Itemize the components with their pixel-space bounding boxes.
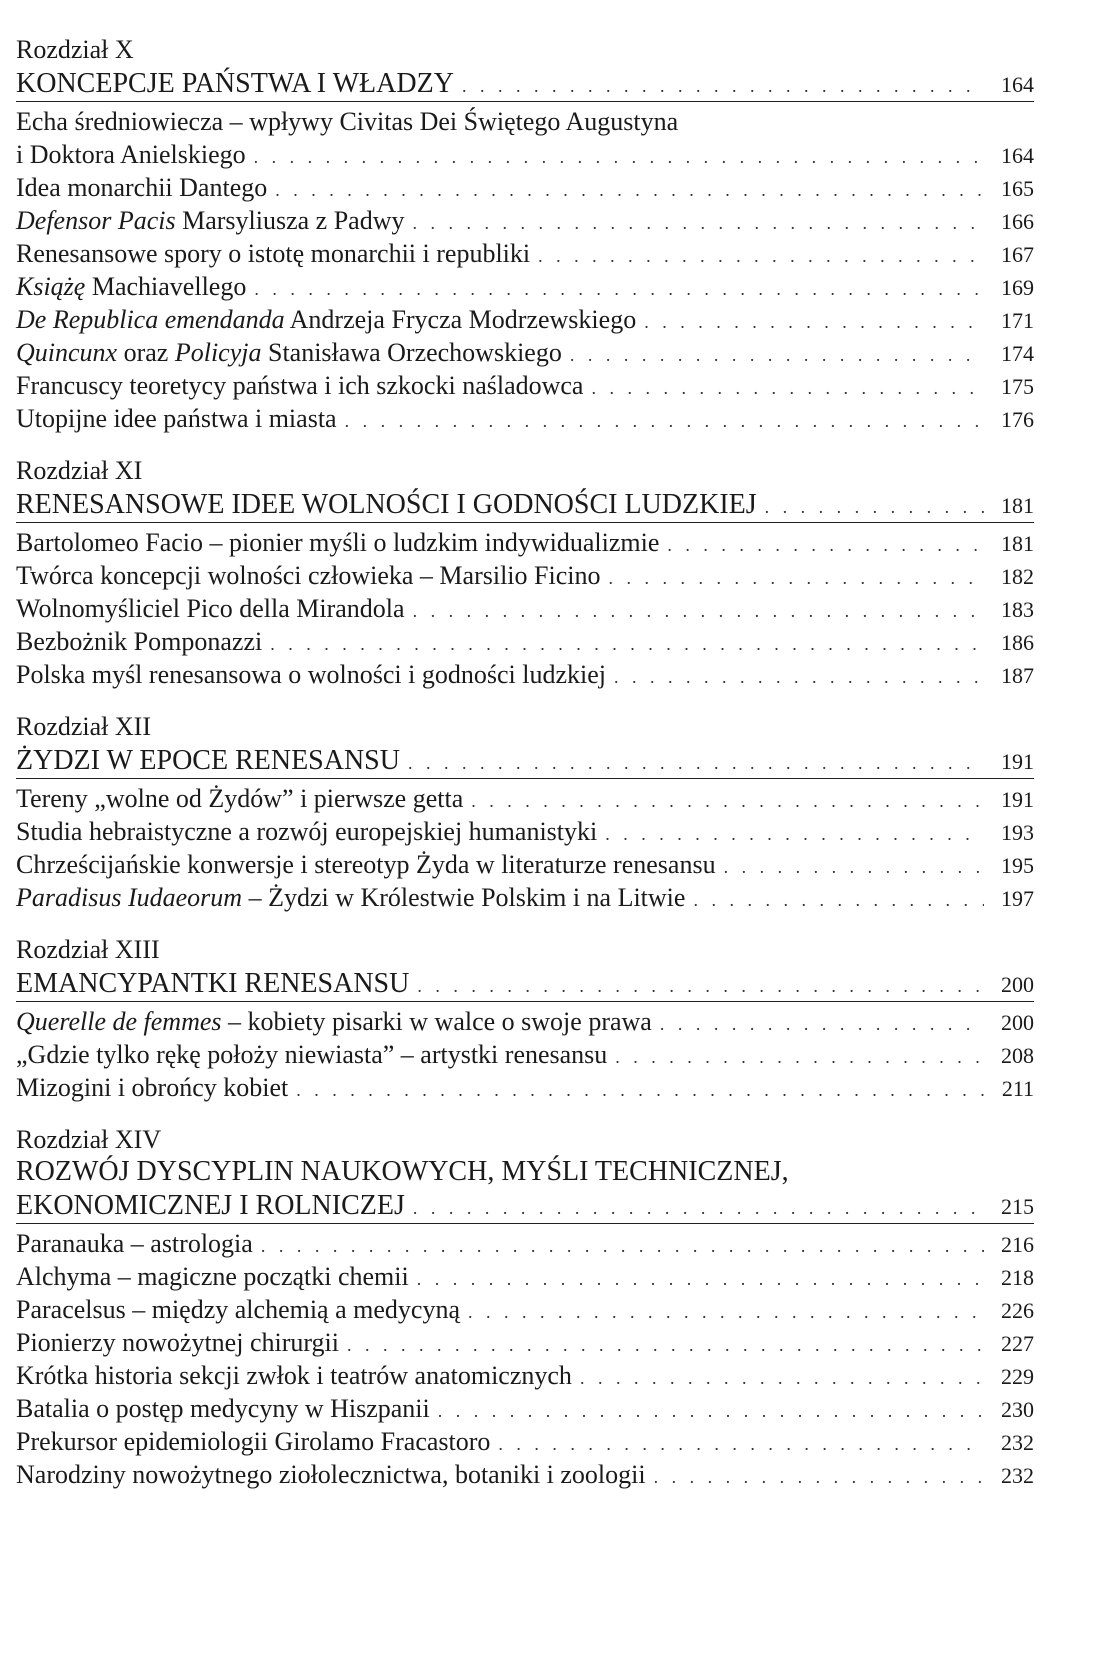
entry-page-number: 175 bbox=[1001, 374, 1034, 399]
toc-entry bbox=[16, 270, 1034, 303]
entry-title bbox=[16, 1458, 646, 1491]
toc-entry bbox=[16, 336, 1034, 369]
entry-title bbox=[16, 204, 405, 237]
leader-dots bbox=[615, 1041, 984, 1074]
entry-page-number: 164 bbox=[1001, 143, 1034, 168]
entry-title bbox=[16, 1071, 288, 1104]
entry-title-text: Prekursor epidemiologii Girolamo Fracastoro bbox=[16, 1427, 491, 1456]
entry-title bbox=[16, 138, 246, 171]
entry-title-italic: Książę bbox=[16, 272, 86, 301]
leader-dots bbox=[614, 661, 984, 694]
chapter-title-text: RENESANSOWE IDEE WOLNOŚCI I GODNOŚCI LUDZKIEJ bbox=[16, 489, 757, 520]
entry-title-text: Bartolomeo Facio – pionier myśli o ludzkim indywidualizmie bbox=[16, 528, 660, 557]
entry-title-italic: De Republica emendanda bbox=[16, 305, 285, 334]
toc-entry bbox=[16, 171, 1034, 204]
entry-title-text: Polska myśl renesansowa o wolności i godności ludzkiej bbox=[16, 660, 606, 689]
entry-title bbox=[16, 1260, 409, 1293]
chapter-label: Rozdział XIII bbox=[16, 935, 160, 964]
leader-dots bbox=[605, 818, 984, 851]
chapter-title-line: ROZWÓJ DYSCYPLIN NAUKOWYCH, MYŚLI TECHNICZNEJ, bbox=[16, 1156, 789, 1187]
entry-title bbox=[16, 369, 583, 402]
entry-title-text: „Gdzie tylko rękę położy niewiasta” – artystki renesansu bbox=[16, 1040, 608, 1069]
chapter-section bbox=[16, 934, 1034, 1104]
toc-entry bbox=[16, 1293, 1034, 1326]
toc-entry bbox=[16, 1071, 1034, 1104]
entry-title bbox=[16, 625, 262, 658]
leader-dots bbox=[608, 562, 984, 595]
chapter-page-number: 164 bbox=[1001, 72, 1034, 97]
toc-entry bbox=[16, 1458, 1034, 1491]
leader-dots bbox=[580, 1362, 984, 1395]
entry-title-text: Krótka historia sekcji zwłok i teatrów anatomicznych bbox=[16, 1361, 572, 1390]
entry-title bbox=[16, 592, 405, 625]
entry-page-number: 167 bbox=[1001, 242, 1034, 267]
entry-title bbox=[16, 1359, 572, 1392]
entry-page-number: 181 bbox=[1001, 531, 1034, 556]
leader-dots bbox=[438, 1395, 984, 1428]
toc-entry bbox=[16, 559, 1034, 592]
leader-dots bbox=[462, 69, 984, 104]
entry-page-number: 166 bbox=[1001, 209, 1034, 234]
toc-entry bbox=[16, 138, 1034, 171]
entry-page-number: 232 bbox=[1001, 1463, 1034, 1488]
entry-page-number: 176 bbox=[1001, 407, 1034, 432]
chapter-section bbox=[16, 1124, 1034, 1491]
chapter-label: Rozdział XII bbox=[16, 712, 152, 741]
entry-title bbox=[16, 848, 716, 881]
table-of-contents bbox=[16, 34, 1034, 1511]
entry-title-text: Francuscy teoretycy państwa i ich szkocki naśladowca bbox=[16, 371, 584, 400]
entry-page-number: 171 bbox=[1001, 308, 1034, 333]
entry-title bbox=[16, 1392, 430, 1425]
entry-page-number: 195 bbox=[1001, 853, 1034, 878]
chapter-title-text: KONCEPCJE PAŃSTWA I WŁADZY bbox=[16, 68, 454, 99]
toc-entry bbox=[16, 204, 1034, 237]
entry-page-number: 211 bbox=[1001, 1076, 1034, 1101]
entry-title-text: Studia hebraistyczne a rozwój europejskiej humanistyki bbox=[16, 817, 598, 846]
chapter-title bbox=[16, 487, 1034, 523]
entry-title-text: Bezbożnik Pomponazzi bbox=[16, 627, 263, 656]
entry-page-number: 169 bbox=[1001, 275, 1034, 300]
entry-title bbox=[16, 782, 463, 815]
leader-dots bbox=[417, 969, 984, 1004]
entry-title bbox=[16, 237, 530, 270]
entry-title-italic: Quincunx bbox=[16, 338, 118, 367]
toc-entry bbox=[16, 1260, 1034, 1293]
toc-entry bbox=[16, 881, 1034, 914]
leader-dots bbox=[270, 628, 984, 661]
entry-title bbox=[16, 815, 597, 848]
entry-title bbox=[16, 303, 636, 336]
entry-title-text: Marsyliusza z Padwy bbox=[175, 206, 405, 235]
entry-page-number: 197 bbox=[1001, 886, 1034, 911]
entry-title-text: Mizogini i obrońcy kobiet bbox=[16, 1073, 289, 1102]
toc-entry bbox=[16, 848, 1034, 881]
leader-dots bbox=[660, 1008, 984, 1041]
chapter-label: Rozdział XIV bbox=[16, 1125, 162, 1154]
entry-page-number: 165 bbox=[1001, 176, 1034, 201]
toc-entry bbox=[16, 815, 1034, 848]
chapter-section bbox=[16, 34, 1034, 435]
toc-entry bbox=[16, 237, 1034, 270]
toc-entry bbox=[16, 526, 1034, 559]
entry-title bbox=[16, 881, 685, 914]
entry-title bbox=[16, 402, 337, 435]
chapter-title bbox=[16, 966, 1034, 1002]
leader-dots bbox=[654, 1461, 984, 1494]
leader-dots bbox=[347, 1329, 984, 1362]
leader-dots bbox=[724, 851, 984, 884]
entry-title-text: Andrzeja Frycza Modrzewskiego bbox=[284, 305, 637, 334]
toc-entry bbox=[16, 592, 1034, 625]
toc-entry bbox=[16, 1326, 1034, 1359]
entry-title-text: Paracelsus – między alchemią a medycyną bbox=[16, 1295, 460, 1324]
entry-page-number: 230 bbox=[1001, 1397, 1034, 1422]
entry-page-number: 182 bbox=[1001, 564, 1034, 589]
entry-title-text: oraz bbox=[117, 338, 175, 367]
chapter-title bbox=[16, 743, 1034, 779]
chapter-page-number: 215 bbox=[1001, 1194, 1034, 1219]
leader-dots bbox=[254, 273, 984, 306]
entry-title-text: Narodziny nowożytnego ziołolecznictwa, botaniki i zoologii bbox=[16, 1460, 646, 1489]
chapter-title-text: EMANCYPANTKI RENESANSU bbox=[16, 968, 410, 999]
chapter-title bbox=[16, 1188, 1034, 1224]
entry-page-number: 226 bbox=[1001, 1298, 1034, 1323]
entry-title bbox=[16, 270, 246, 303]
toc-entry bbox=[16, 1425, 1034, 1458]
toc-entry bbox=[16, 1005, 1034, 1038]
chapter-section bbox=[16, 711, 1034, 914]
leader-dots bbox=[570, 339, 984, 372]
entry-page-number: 216 bbox=[1001, 1232, 1034, 1257]
entry-title-italic: Policyja bbox=[174, 338, 262, 367]
entry-line: Echa średniowiecza – wpływy Civitas Dei Świętego Augustyna bbox=[16, 107, 679, 136]
entry-title-text: Renesansowe spory o istotę monarchii i republiki bbox=[16, 239, 531, 268]
entry-title bbox=[16, 1425, 490, 1458]
leader-dots bbox=[765, 490, 984, 525]
leader-dots bbox=[538, 240, 984, 273]
entry-page-number: 232 bbox=[1001, 1430, 1034, 1455]
entry-page-number: 183 bbox=[1001, 597, 1034, 622]
entry-title bbox=[16, 171, 267, 204]
toc-entry bbox=[16, 1359, 1034, 1392]
leader-dots bbox=[345, 405, 984, 438]
entry-page-number: 186 bbox=[1001, 630, 1034, 655]
entry-title bbox=[16, 1038, 607, 1071]
entry-title-text: Alchyma – magiczne początki chemii bbox=[16, 1262, 409, 1291]
entry-title-text: Twórca koncepcji wolności człowieka – Marsilio Ficino bbox=[16, 561, 601, 590]
entry-title bbox=[16, 1293, 460, 1326]
entry-title bbox=[16, 336, 562, 369]
entry-title-text: – Żydzi w Królestwie Polskim i na Litwie bbox=[242, 883, 686, 912]
entry-title-italic: Querelle de femmes bbox=[16, 1007, 222, 1036]
leader-dots bbox=[667, 529, 984, 562]
chapter-title-text: EKONOMICZNEJ I ROLNICZEJ bbox=[16, 1190, 405, 1221]
entry-title bbox=[16, 559, 600, 592]
entry-title-text: Paranauka – astrologia bbox=[16, 1229, 253, 1258]
leader-dots bbox=[254, 141, 984, 174]
entry-title-text: Wolnomyśliciel Pico della Mirandola bbox=[16, 594, 405, 623]
entry-title-text: Pionierzy nowożytnej chirurgii bbox=[16, 1328, 340, 1357]
chapter-page-number: 200 bbox=[1001, 972, 1034, 997]
entry-title-text: i Doktora Anielskiego bbox=[16, 140, 246, 169]
entry-page-number: 229 bbox=[1001, 1364, 1034, 1389]
chapter-page-number: 191 bbox=[1001, 749, 1034, 774]
entry-title-text: Batalia o postęp medycyny w Hiszpanii bbox=[16, 1394, 430, 1423]
leader-dots bbox=[275, 174, 984, 207]
toc-entry bbox=[16, 782, 1034, 815]
leader-dots bbox=[468, 1296, 984, 1329]
toc-entry bbox=[16, 1392, 1034, 1425]
toc-entry bbox=[16, 1038, 1034, 1071]
leader-dots bbox=[296, 1074, 984, 1107]
chapter-label: Rozdział X bbox=[16, 35, 134, 64]
leader-dots bbox=[644, 306, 984, 339]
entry-title bbox=[16, 1326, 339, 1359]
entry-title-text: Utopijne idee państwa i miasta bbox=[16, 404, 337, 433]
leader-dots bbox=[413, 207, 985, 240]
toc-entry bbox=[16, 369, 1034, 402]
entry-page-number: 227 bbox=[1001, 1331, 1034, 1356]
leader-dots bbox=[413, 1191, 984, 1226]
toc-entry bbox=[16, 303, 1034, 336]
leader-dots bbox=[498, 1428, 984, 1461]
entry-page-number: 174 bbox=[1001, 341, 1034, 366]
entry-title-italic: Defensor Pacis bbox=[16, 206, 176, 235]
entry-page-number: 187 bbox=[1001, 663, 1034, 688]
entry-title-italic: Paradisus Iudaeorum bbox=[16, 883, 243, 912]
entry-title-text: Chrześcijańskie konwersje i stereotyp Żyda w literaturze renesansu bbox=[16, 850, 716, 879]
toc-entry bbox=[16, 402, 1034, 435]
leader-dots bbox=[261, 1230, 984, 1263]
chapter-title bbox=[16, 66, 1034, 102]
entry-page-number: 191 bbox=[1001, 787, 1034, 812]
entry-title-text: Stanisława Orzechowskiego bbox=[261, 338, 562, 367]
entry-title bbox=[16, 1227, 253, 1260]
entry-title bbox=[16, 658, 606, 691]
entry-title-text: – kobiety pisarki w walce o swoje prawa bbox=[221, 1007, 652, 1036]
leader-dots bbox=[471, 785, 984, 818]
chapter-page-number: 181 bbox=[1001, 493, 1034, 518]
entry-title bbox=[16, 1005, 652, 1038]
entry-page-number: 218 bbox=[1001, 1265, 1034, 1290]
toc-entry bbox=[16, 625, 1034, 658]
entry-page-number: 200 bbox=[1001, 1010, 1034, 1035]
entry-title-text: Machiavellego bbox=[85, 272, 247, 301]
entry-page-number: 208 bbox=[1001, 1043, 1034, 1068]
leader-dots bbox=[413, 595, 984, 628]
chapter-title-text: ŻYDZI W EPOCE RENESANSU bbox=[16, 745, 400, 776]
leader-dots bbox=[693, 884, 984, 917]
entry-page-number: 193 bbox=[1001, 820, 1034, 845]
chapter-section bbox=[16, 455, 1034, 691]
entry-title-text: Tereny „wolne od Żydów” i pierwsze getta bbox=[16, 784, 464, 813]
leader-dots bbox=[408, 746, 984, 781]
chapter-label: Rozdział XI bbox=[16, 456, 143, 485]
leader-dots bbox=[417, 1263, 984, 1296]
entry-title bbox=[16, 526, 659, 559]
toc-entry bbox=[16, 658, 1034, 691]
leader-dots bbox=[591, 372, 984, 405]
toc-entry bbox=[16, 1227, 1034, 1260]
entry-title-text: Idea monarchii Dantego bbox=[16, 173, 268, 202]
